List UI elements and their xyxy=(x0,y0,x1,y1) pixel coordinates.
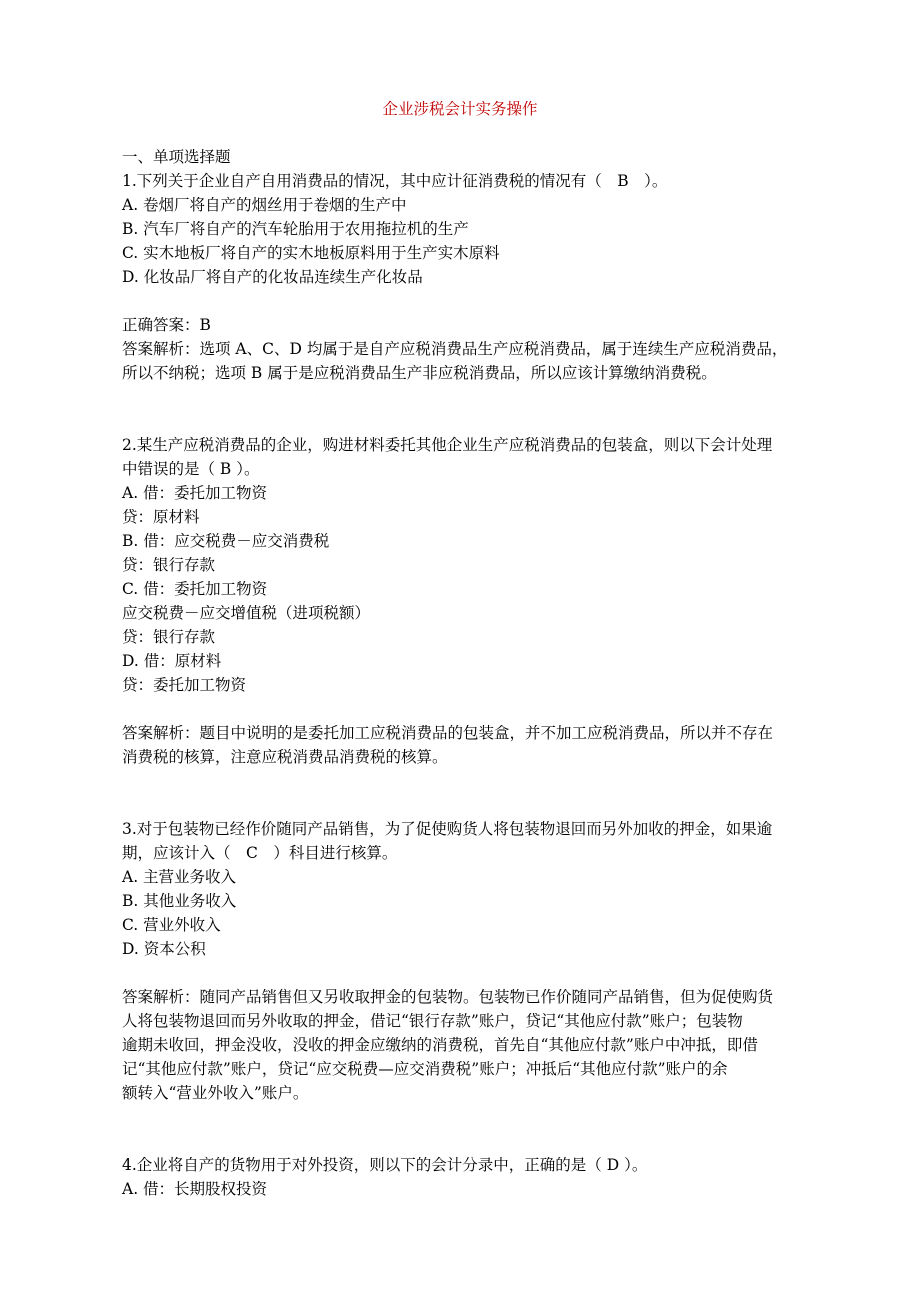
q2-option-b-debit: B. 借：应交税费－应交消费税 xyxy=(122,532,330,550)
q4-option-a-debit: A. 借：长期股权投资 xyxy=(122,1180,268,1198)
document-title: 企业涉税会计实务操作 xyxy=(382,100,538,118)
section-heading: 一、单项选择题 xyxy=(122,148,231,166)
q1-stem: 1.下列关于企业自产自用消费品的情况，其中应计征消费税的情况有（ B ）。 xyxy=(122,172,668,190)
q3-analysis-line-2: 人将包装物退回而另外收取的押金，借记“银行存款”账户，贷记“其他应付款”账户；包装物 xyxy=(122,1012,743,1030)
q1-option-c: C. 实木地板厂将自产的实木地板原料用于生产实木原料 xyxy=(122,244,500,262)
q3-option-b: B. 其他业务收入 xyxy=(122,892,237,910)
q1-option-d: D. 化妆品厂将自产的化妆品连续生产化妆品 xyxy=(122,268,423,286)
q1-analysis-line-1: 答案解析：选项 A、C、D 均属于是自产应税消费品生产应税消费品，属于连续生产应税消费品， xyxy=(122,340,788,358)
q1-option-a: A. 卷烟厂将自产的烟丝用于卷烟的生产中 xyxy=(122,196,407,214)
q4-stem: 4.企业将自产的货物用于对外投资，则以下的会计分录中，正确的是（ D ）。 xyxy=(122,1156,648,1174)
q1-option-b: B. 汽车厂将自产的汽车轮胎用于农用拖拉机的生产 xyxy=(122,220,469,238)
q2-option-c-debit-2: 应交税费－应交增值税（进项税额） xyxy=(122,604,371,622)
q2-option-c-credit: 贷：银行存款 xyxy=(122,628,216,646)
q2-option-a-debit: A. 借：委托加工物资 xyxy=(122,484,268,502)
q3-option-c: C. 营业外收入 xyxy=(122,916,221,934)
q2-stem-line-2: 中错误的是（ B ）。 xyxy=(122,460,260,478)
q3-analysis-line-1: 答案解析：随同产品销售但又另收取押金的包装物。包装物已作价随同产品销售，但为促使购货 xyxy=(122,988,774,1006)
q2-option-b-credit: 贷：银行存款 xyxy=(122,556,216,574)
q3-stem-line-2: 期，应该计入（ C ）科目进行核算。 xyxy=(122,844,398,862)
q1-analysis-line-2: 所以不纳税；选项 B 属于是应税消费品生产非应税消费品，所以应该计算缴纳消费税。 xyxy=(122,364,717,382)
q2-option-d-debit: D. 借：原材料 xyxy=(122,652,222,670)
q3-analysis-line-4: 记“其他应付款”账户，贷记“应交税费—应交消费税”账户；冲抵后“其他应付款”账户的余 xyxy=(122,1060,728,1078)
q2-analysis-line-1: 答案解析：题目中说明的是委托加工应税消费品的包装盒，并不加工应税消费品，所以并不存在 xyxy=(122,724,774,742)
q2-analysis-line-2: 消费税的核算，注意应税消费品消费税的核算。 xyxy=(122,748,448,766)
q1-answer: 正确答案：B xyxy=(122,316,211,334)
q2-option-d-credit: 贷：委托加工物资 xyxy=(122,676,247,694)
q2-stem-line-1: 2.某生产应税消费品的企业，购进材料委托其他企业生产应税消费品的包装盒，则以下会计处理 xyxy=(122,436,773,454)
q2-option-c-debit: C. 借：委托加工物资 xyxy=(122,580,268,598)
q2-option-a-credit: 贷：原材料 xyxy=(122,508,200,526)
q3-option-a: A. 主营业务收入 xyxy=(122,868,237,886)
q3-stem-line-1: 3.对于包装物已经作价随同产品销售，为了促使购货人将包装物退回而另外加收的押金，如果逾 xyxy=(122,820,773,838)
q3-option-d: D. 资本公积 xyxy=(122,940,206,958)
q3-analysis-line-5: 额转入“营业外收入”账户。 xyxy=(122,1084,309,1102)
q3-analysis-line-3: 逾期未收回，押金没收，没收的押金应缴纳的消费税，首先自“其他应付款”账户中冲抵，即借 xyxy=(122,1036,758,1054)
